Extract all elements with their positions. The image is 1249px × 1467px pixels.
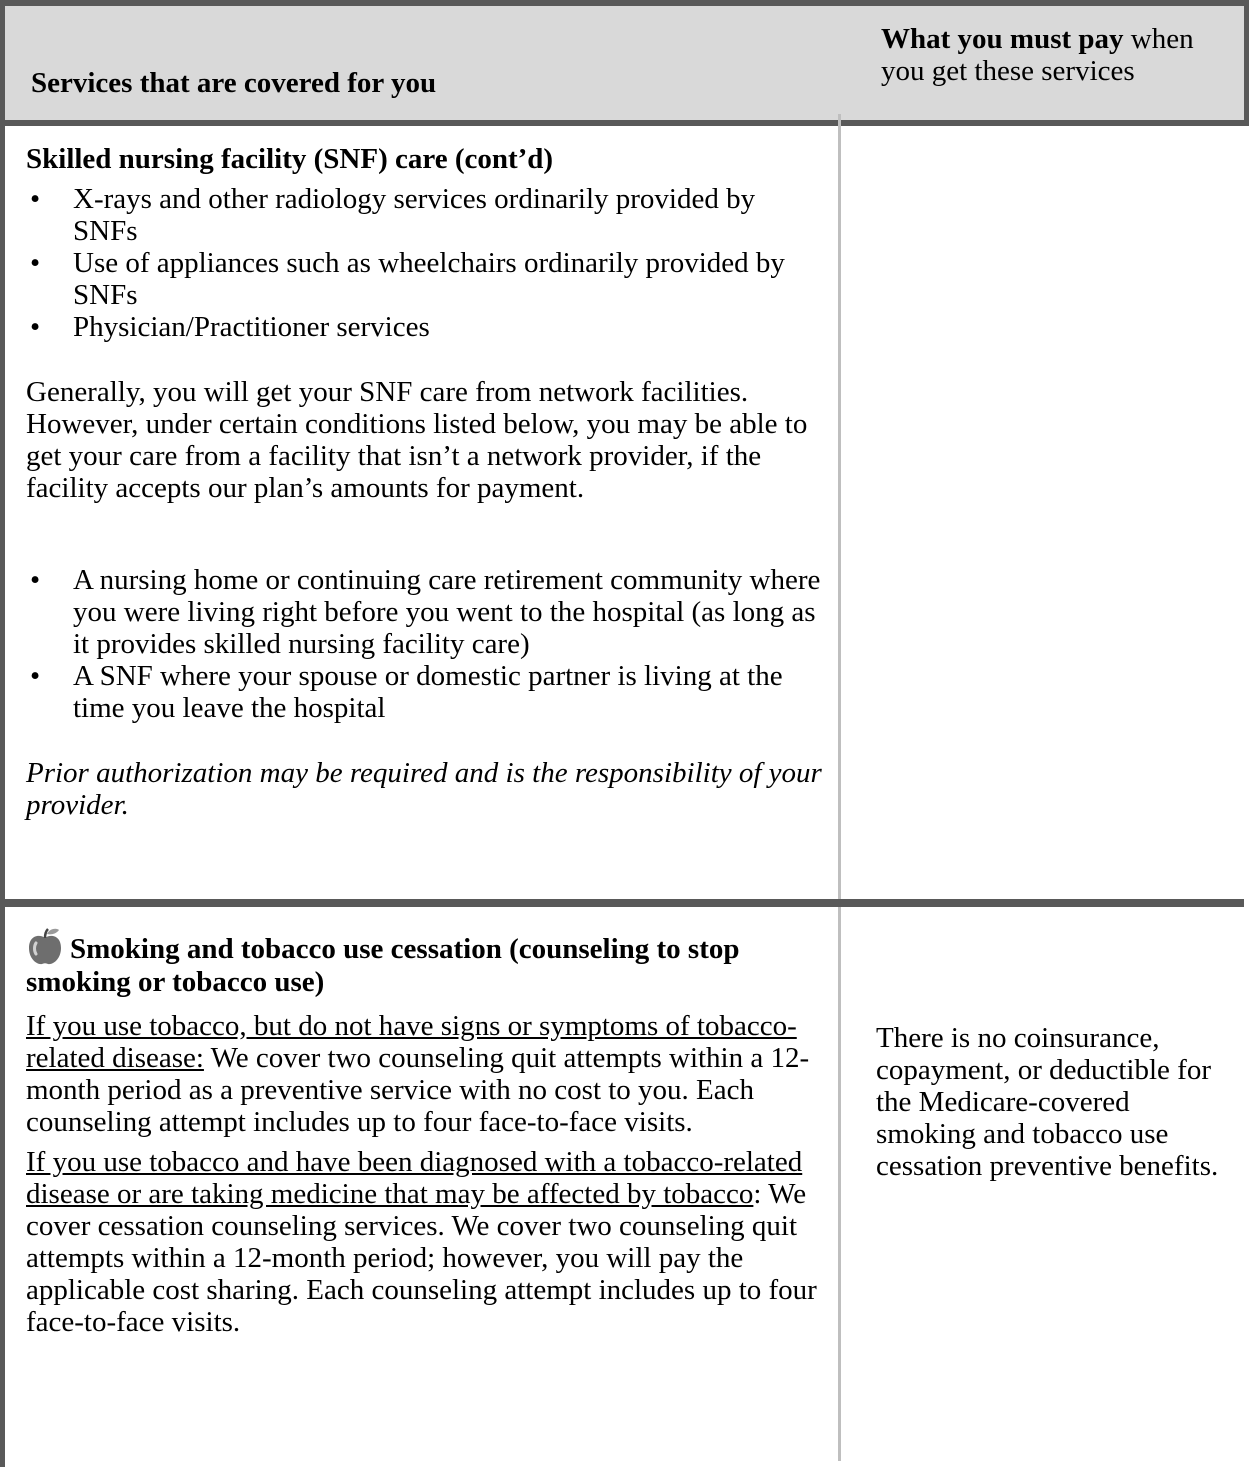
list-item xyxy=(26,247,826,311)
header-what-you-pay xyxy=(881,23,1231,87)
smoking-p2-text: : We cover cessation counseling services. We cover two counseling quit attempts within a 12-month period; however, you will pay the applicable cost sharing. Each counseling attempt includes up to four face-to-face visits. xyxy=(26,1178,817,1338)
header-services: Services that are covered for you xyxy=(31,67,437,99)
smoking-p2-condition: If you use tobacco and have been diagnosed with a tobacco-related disease or are taking medicine that may be affected by tobacco xyxy=(26,1146,803,1210)
list-item-text: A nursing home or continuing care retirement community where you were living right before you went to the hospital (as long as it provides skilled nursing facility care) xyxy=(73,564,821,660)
prior-authorization-note: Prior authorization may be required and is the responsibility of your provider. xyxy=(26,757,822,821)
snf-paragraph: Generally, you will get your SNF care from network facilities. However, under certain conditions listed below, you may be able to get your care from a facility that isn’t a network provider, if the facility accepts our plan’s amounts for payment. xyxy=(26,376,808,504)
snf-title: Skilled nursing facility (SNF) care (cont’d) xyxy=(26,143,554,175)
apple-icon xyxy=(26,926,64,966)
list-item-text: Physician/Practitioner services xyxy=(73,311,430,343)
bullet-icon: • xyxy=(30,183,41,215)
table-header xyxy=(5,6,1249,126)
header-what-you-pay-bold: What you must pay xyxy=(881,23,1124,55)
column-divider xyxy=(838,114,841,1461)
smoking-p1-text: We cover two counseling quit attempts within a 12-month period as a preventive service with no cost to you. Each counseling attempt includes up to four face-to-face visits. xyxy=(26,1042,810,1138)
snf-list-b xyxy=(26,564,826,724)
smoking-section xyxy=(26,926,836,1346)
list-item xyxy=(26,564,826,660)
list-item-text: Use of appliances such as wheelchairs ordinarily provided by SNFs xyxy=(73,247,785,311)
smoking-paragraph-2 xyxy=(26,1146,836,1338)
smoking-paragraph-1 xyxy=(26,1010,836,1138)
smoking-cost: There is no coinsurance, copayment, or deductible for the Medicare-covered smoking and tobacco use cessation preventive benefits. xyxy=(876,1022,1219,1182)
bullet-icon: • xyxy=(30,564,41,596)
list-item xyxy=(26,311,826,343)
bullet-icon: • xyxy=(30,247,41,279)
header-what-you-pay-rest: when you get these services xyxy=(881,23,1194,87)
list-item xyxy=(26,183,826,247)
bullet-icon: • xyxy=(30,311,41,343)
smoking-title xyxy=(26,926,836,998)
smoking-title-text: Smoking and tobacco use cessation (counseling to stop smoking or tobacco use) xyxy=(26,933,740,998)
smoking-p1-condition: If you use tobacco, but do not have signs or symptoms of tobacco-related disease: xyxy=(26,1010,797,1074)
list-item xyxy=(26,660,826,724)
row-separator xyxy=(0,899,1244,907)
snf-list-a xyxy=(26,183,826,343)
bullet-icon: • xyxy=(30,660,41,692)
list-item-text: X-rays and other radiology services ordinarily provided by SNFs xyxy=(73,183,756,247)
list-item-text: A SNF where your spouse or domestic partner is living at the time you leave the hospital xyxy=(73,660,783,724)
snf-section xyxy=(26,143,826,821)
